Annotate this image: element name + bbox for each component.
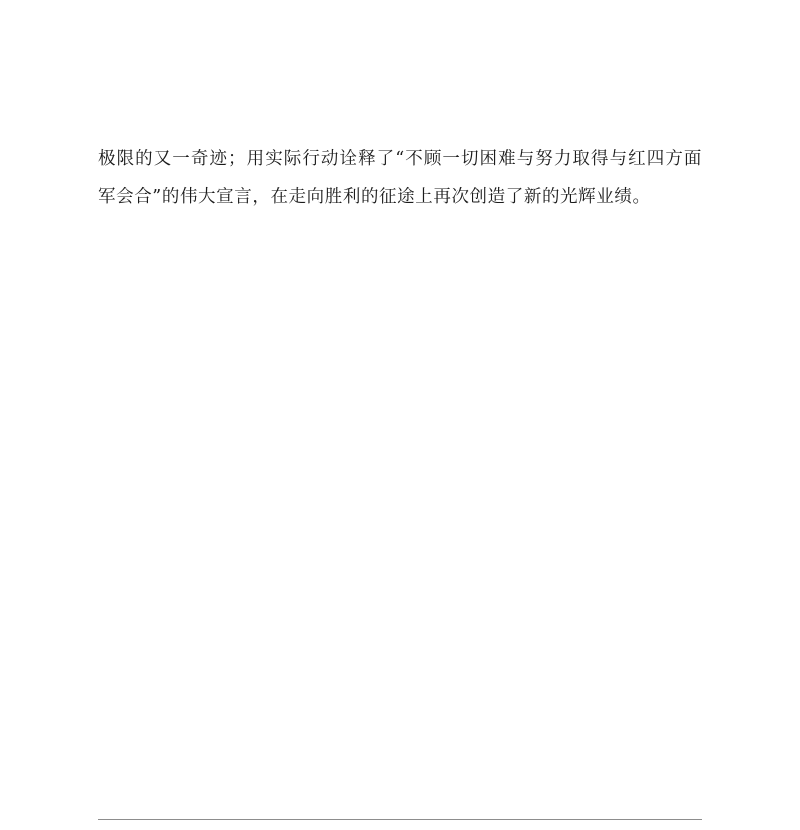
document-text-body [98, 140, 702, 216]
footer-divider [98, 819, 702, 820]
body-paragraph: 极限的又一奇迹；用实际行动诠释了“不顾一切困难与努力取得与红四方面军会合”的伟大宣言，在走向胜利的征途上再次创造了新的光辉业绩。 [98, 149, 702, 207]
